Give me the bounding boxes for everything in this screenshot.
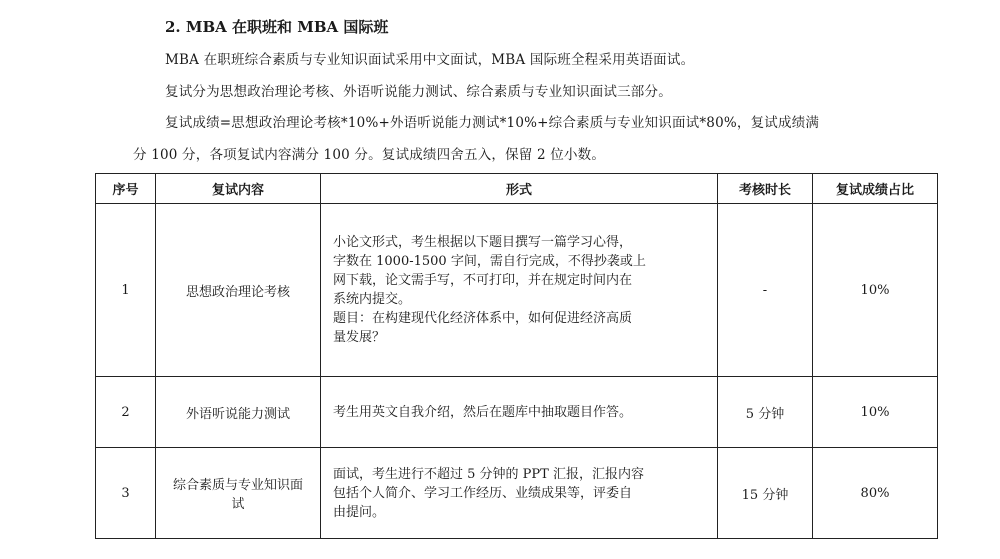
content-line: 试 [231, 497, 245, 512]
row-duration: 5 分钟 [718, 377, 813, 448]
form-line: 面试，考生进行不超过 5 分钟的 PPT 汇报，汇报内容 [333, 466, 644, 482]
form-line: 系统内提交。 [333, 292, 412, 307]
row-content: 思想政治理论考核 [156, 204, 321, 377]
form-line: 考生用英文自我介绍，然后在题库中抽取题目作答。 [333, 404, 633, 420]
form-line: 包括个人简介、学习工作经历、业绩成果等，评委自 [333, 485, 633, 501]
header-form: 形式 [321, 174, 718, 204]
row-weight: 80% [813, 448, 938, 539]
paragraph-parts: 复试分为思想政治理论考核、外语听说能力测试、综合素质与专业知识面试三部分。 [165, 84, 672, 100]
row-no: 2 [96, 377, 156, 448]
form-line: 字数在 1000-1500 字间，需自行完成，不得抄袭或上 [333, 254, 646, 269]
row-form [321, 377, 718, 448]
row-weight: 10% [813, 204, 938, 377]
table-header-row [96, 174, 938, 204]
row-content [156, 448, 321, 539]
row-no: 1 [96, 204, 156, 377]
paragraph-score-formula: 复试成绩=思想政治理论考核*10%+外语听说能力测试*10%+综合素质与专业知识面试*80%，复试成绩满 [165, 115, 820, 131]
row-duration: 15 分钟 [718, 448, 813, 539]
header-duration: 考核时长 [718, 174, 813, 204]
header-no: 序号 [96, 174, 156, 204]
paragraph-score-rules: 分 100 分，各项复试内容满分 100 分。复试成绩四舍五入，保留 2 位小数。 [133, 147, 606, 163]
table-row [96, 448, 938, 539]
content-line: 综合素质与专业知识面 [172, 478, 303, 493]
header-content: 复试内容 [156, 174, 321, 204]
table-row [96, 377, 938, 448]
form-line: 网下载，论文需手写，不可打印，并在规定时间内在 [333, 273, 633, 288]
form-line: 量发展？ [333, 330, 386, 345]
form-line: 题目：在构建现代化经济体系中，如何促进经济高质 [333, 311, 633, 326]
row-form [321, 204, 718, 377]
retest-table [95, 173, 938, 539]
row-form [321, 448, 718, 539]
row-content: 外语听说能力测试 [156, 377, 321, 448]
section-heading: 2. MBA 在职班和 MBA 国际班 [165, 18, 389, 36]
row-weight: 10% [813, 377, 938, 448]
row-duration: - [718, 204, 813, 377]
row-no: 3 [96, 448, 156, 539]
paragraph-interview-language: MBA 在职班综合素质与专业知识面试采用中文面试，MBA 国际班全程采用英语面试。 [165, 52, 695, 68]
header-weight: 复试成绩占比 [813, 174, 938, 204]
form-line: 小论文形式，考生根据以下题目撰写一篇学习心得， [333, 235, 633, 250]
form-line: 由提问。 [333, 504, 386, 520]
table-row [96, 204, 938, 377]
